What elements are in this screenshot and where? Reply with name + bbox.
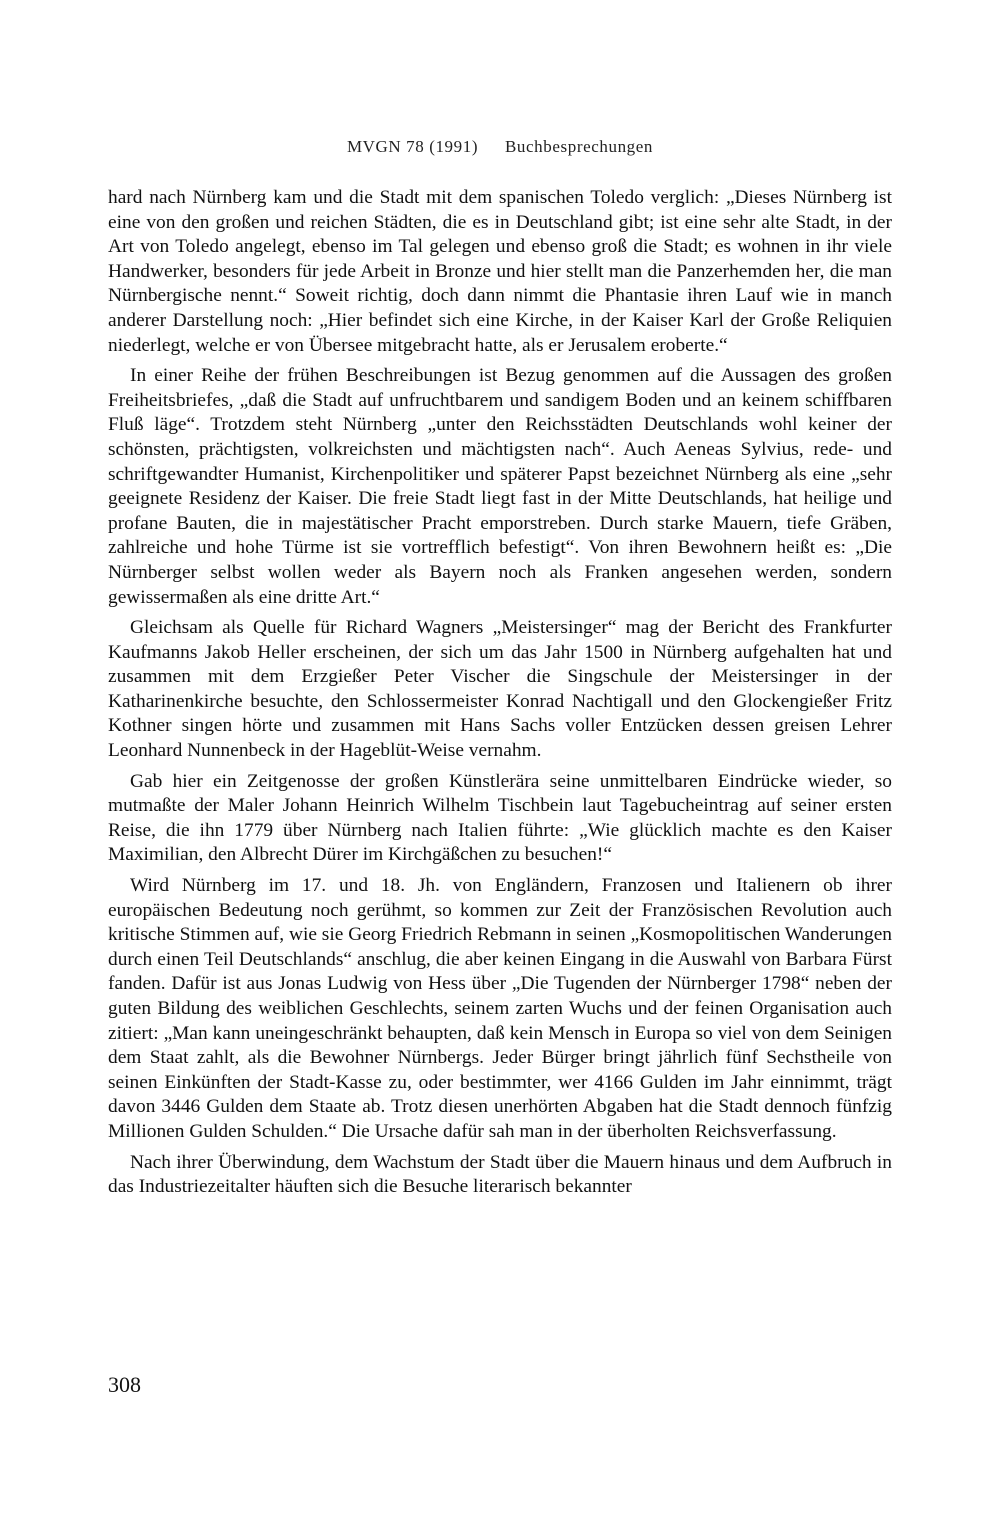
page-number: 308 [108, 1372, 141, 1397]
paragraph: Gab hier ein Zeitgenosse der großen Künstlerära seine unmittelbaren Eindrücke wieder, so mutmaßte der Maler Johann Heinrich Wilhelm Tischbein laut Tagebucheintrag auf seiner ersten Reise, die ihn 1779 über Nürnberg nach Italien führte: „Wie glücklich machte es den Kaiser Maximilian, den Albrecht Dürer im Kirchgäßchen zu besuchen!“ [108, 770, 892, 866]
paragraph: Wird Nürnberg im 17. und 18. Jh. von Engländern, Franzosen und Italienern ob ihrer europäischen Bedeutung noch gerühmt, so kommen zur Zeit der Französischen Revolution auch kritische Stimmen auf, wie sie Georg Friedrich Rebmann in seinen „Kosmopolitischen Wanderungen durch einen Teil Deutschlands“ anschlug, die aber keinen Eingang in die Auswahl von Barbara Fürst fanden. Dafür ist aus Jonas Ludwig von Hess über „Die Tugenden der Nürnberger 1798“ neben der guten Bildung des weiblichen Geschlechts, seinem zarten Wuchs und der feinen Organisation auch zitiert: „Man kann uneingeschränkt behaupten, daß kein Mensch in Europa so viel von dem Seinigen dem Staat zahlt, als die Bewohner Nürnbergs. Jeder Bürger bringt jährlich fünf Sechstheile von seinen Einkünften der Stadt-Kasse zu, oder bestimmter, wer 4166 Gulden im Jahr einnimmt, trägt davon 3446 Gulden dem Staate ab. Trotz diesen unerhörten Abgaben hat die Stadt dennoch fünfzig Millionen Gulden Schulden.“ Die Ursache dafür sah man in der überholten Reichsverfassung. [108, 875, 892, 1142]
paragraph: hard nach Nürnberg kam und die Stadt mit dem spanischen Toledo verglich: „Dieses Nürnberg ist eine von den großen und reichen Städten, die es in Deutschland gibt; ist eine sehr alte Stadt, in der Art von Toledo angelegt, ebenso im Tal gelegen und ebenso groß die Stadt; es wohnen in ihr viele Handwerker, besonders für jede Arbeit in Bronze und hier stellt man die Panzerhemden her, die man Nürnbergische nennt.“ Soweit richtig, doch dann nimmt die Phantasie ihren Lauf wie in manch anderer Darstellung noch: „Hier befindet sich eine Kirche, in der Kaiser Karl der Große Reliquien niederlegt, welche er von Übersee mitgebracht hatte, als er Jerusalem eroberte.“ [108, 187, 892, 356]
running-header [0, 137, 1000, 157]
paragraph: Gleichsam als Quelle für Richard Wagners „Meistersinger“ mag der Bericht des Frankfurter Kaufmanns Jakob Heller erscheinen, der sich um das Jahr 1500 in Nürnberg aufgehalten hat und zusammen mit dem Erzgießer Peter Vischer die Singschule der Meistersinger in der Katharinenkirche besuchte, den Schlossermeister Konrad Nachtigall und den Glockengießer Fritz Kothner singen hörte und zusammen mit Hans Sachs voller Entzücken dessen greisen Lehrer Leonhard Nunnenbeck in der Hageblüt-Weise vernahm. [108, 617, 892, 762]
journal-reference: MVGN 78 (1991) [346, 137, 479, 156]
paragraph: Nach ihrer Überwindung, dem Wachstum der Stadt über die Mauern hinaus und dem Aufbruch in das Industriezeitalter häuften sich die Besuche literarisch bekannter [108, 1151, 892, 1198]
section-title: Buchbesprechungen [504, 137, 654, 156]
article-body [108, 186, 892, 1206]
paragraph: In einer Reihe der frühen Beschreibungen ist Bezug genommen auf die Aussagen des großen Freiheitsbriefes, „daß die Stadt auf unfruchtbarem und sandigem Boden und an keinem schiffbaren Fluß läge“. Trotzdem steht Nürnberg „unter den Reichsstädten Deutschlands wohl keiner der schönsten, prächtigsten, volkreichsten und mächtigsten nach“. Auch Aeneas Sylvius, rede- und schriftgewandter Humanist, Kirchenpolitiker und späterer Papst bezeichnet Nürnberg als eine „sehr geeignete Residenz der Kaiser. Die freie Stadt liegt fast in der Mitte Deutschlands, hat heilige und profane Bauten, die in majestätischer Pracht emporstreben. Durch starke Mauern, tiefe Gräben, zahlreiche und hohe Türme ist sie vortrefflich befestigt“. Von ihren Bewohnern heißt es: „Die Nürnberger selbst wollen weder als Bayern noch als Franken angesehen werden, sondern gewissermaßen als eine dritte Art.“ [108, 365, 892, 608]
